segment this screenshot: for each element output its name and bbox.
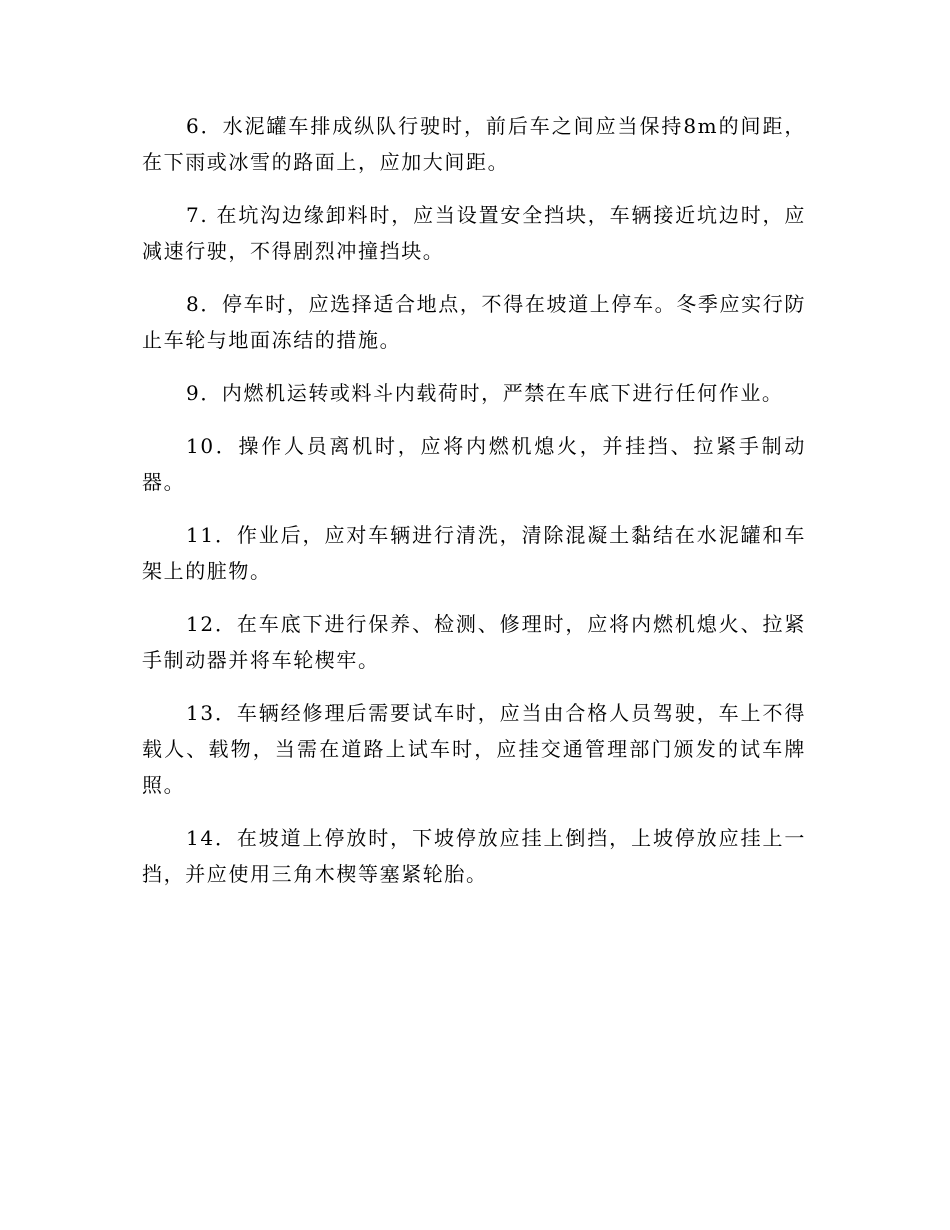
paragraph-item-9: 9．内燃机运转或料斗内载荷时，严禁在车底下进行任何作业。 [186,381,784,405]
document-body [142,108,806,909]
paragraph-item-7: 7. 在坑沟边缘卸料时，应当设置安全挡块，车辆接近坑边时，应减速行驶，不得剧烈冲撞挡块。 [142,203,806,263]
paragraph-item-8: 8．停车时，应选择适合地点，不得在坡道上停车。冬季应实行防止车轮与地面冻结的措施。 [142,292,806,352]
paragraph-item-11: 11．作业后，应对车辆进行清洗，清除混凝土黏结在水泥罐和车架上的脏物。 [142,523,806,583]
paragraph-item-13: 13．车辆经修理后需要试车时，应当由合格人员驾驶，车上不得载人、载物，当需在道路上试车时，应挂交通管理部门颁发的试车牌照。 [142,701,806,797]
paragraph-item-6: 6．水泥罐车排成纵队行驶时，前后车之间应当保持8m的间距，在下雨或冰雪的路面上，应加大间距。 [142,114,806,174]
paragraph-item-10: 10．操作人员离机时，应将内燃机熄火，并挂挡、拉紧手制动器。 [142,434,806,494]
paragraph-item-12: 12．在车底下进行保养、检测、修理时，应将内燃机熄火、拉紧手制动器并将车轮楔牢。 [142,612,806,672]
paragraph-item-14: 14．在坡道上停放时，下坡停放应挂上倒挡，上坡停放应挂上一挡，并应使用三角木楔等塞紧轮胎。 [142,826,806,886]
